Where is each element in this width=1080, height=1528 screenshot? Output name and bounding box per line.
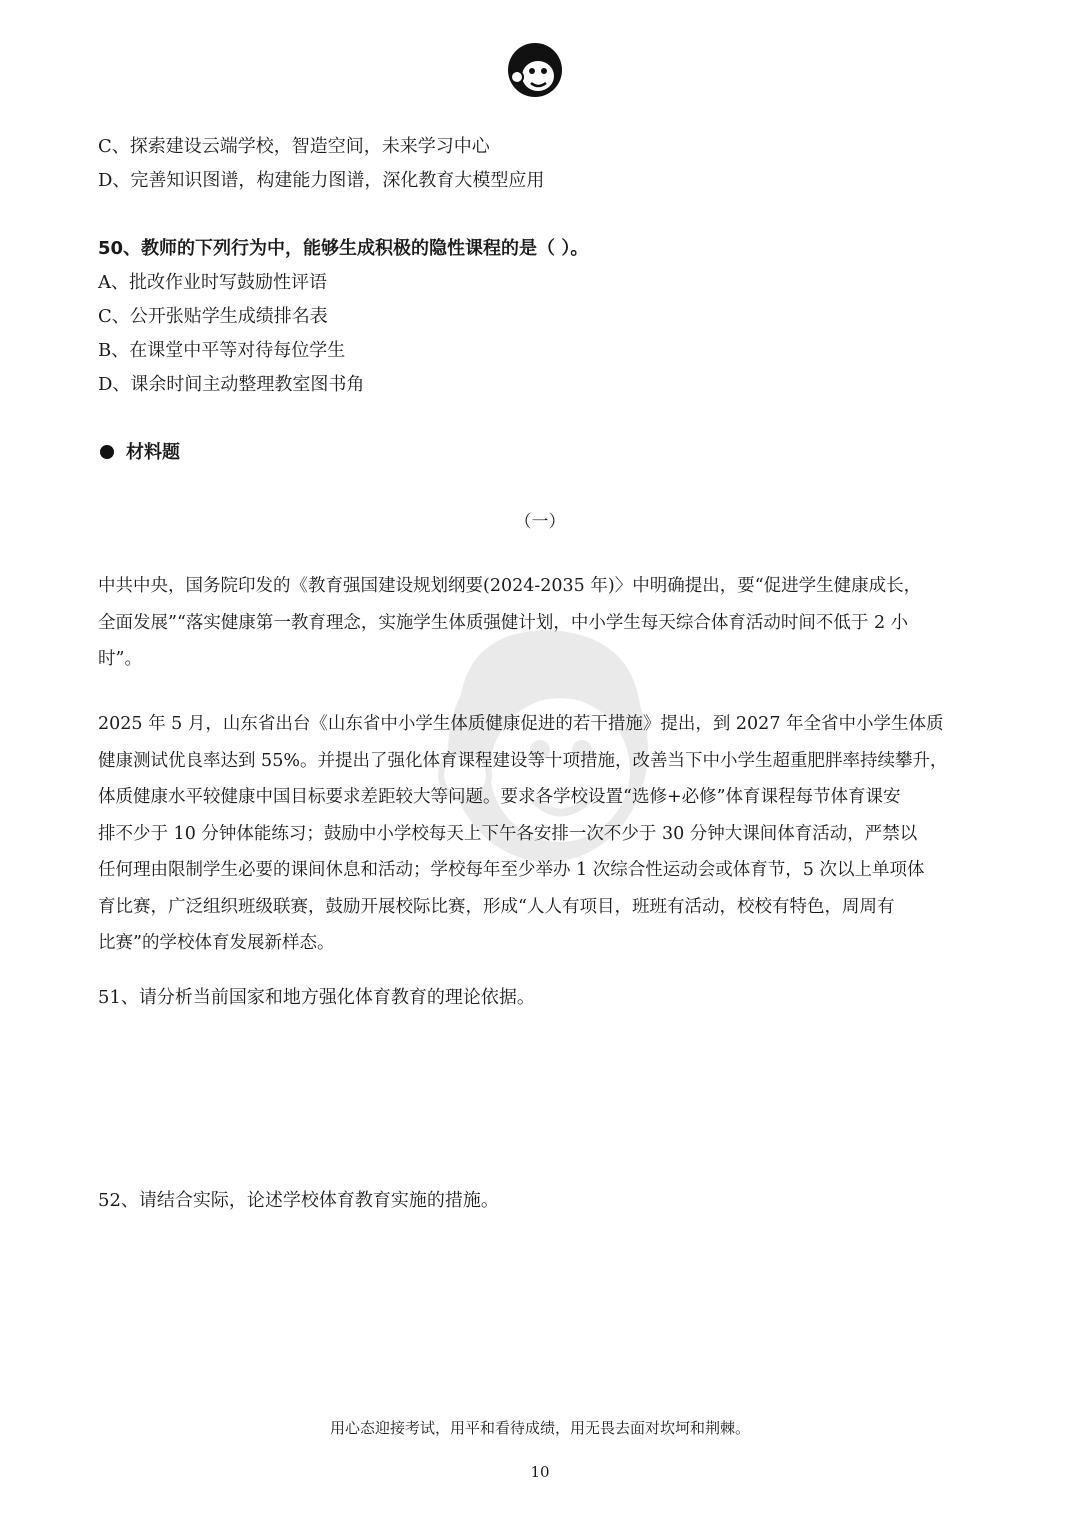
q49-option-c: C、探索建设云端学校，智造空间，未来学习中心 — [98, 136, 490, 157]
paragraph-line: 2025 年 5 月，山东省出台《山东省中小学生体质健康促进的若干措施》提出，到 2027 年全省中小学生体质 — [98, 714, 944, 734]
paragraph-line: 中共中央，国务院印发的《教育强国建设规划纲要(2024-2035 年)〉中明确提出，要“促进学生健康成长， — [98, 576, 922, 596]
paragraph-line: 时”。 — [98, 649, 142, 669]
section-heading — [100, 440, 180, 466]
q51-text: 51、请分析当前国家和地方强化体育教育的理论依据。 — [98, 987, 535, 1008]
paragraph-line: 比赛”的学校体育发展新样态。 — [98, 933, 335, 953]
paragraph-line: 排不少于 10 分钟体能练习；鼓励中小学校每天上下午各安排一次不少于 30 分钟大课间体育活动，严禁以 — [98, 823, 918, 844]
monkey-mascot-logo-icon — [505, 40, 565, 100]
q49-option-d: D、完善知识图谱，构建能力图谱，深化教育大模型应用 — [98, 170, 545, 191]
paragraph-line: 育比赛，广泛组织班级联赛，鼓励开展校际比赛，形成“人人有项目，班班有活动，校校有特色，周周有 — [98, 896, 895, 917]
q50-option-2: C、公开张贴学生成绩排名表 — [98, 306, 328, 327]
material-paragraph-2 — [98, 706, 982, 962]
q50-title: 50、教师的下列行为中，能够生成积极的隐性课程的是（ ）。 — [98, 238, 589, 259]
paragraph-line: 任何理由限制学生必要的课间休息和活动；学校每年至少举办 1 次综合性运动会或体育节，5 次以上单项体 — [98, 860, 925, 880]
paragraph-line: 全面发展”“落实健康第一教育理念，实施学生体质强健计划，中小学生每天综合体育活动时间不低于 2 小 — [98, 612, 909, 633]
paragraph-line: 健康测试优良率达到 55%。并提出了强化体育课程建设等十项措施，改善当下中小学生超重肥胖率持续攀升， — [98, 750, 948, 771]
q50-option-4: D、课余时间主动整理教室图书角 — [98, 374, 365, 395]
material-number: （一） — [514, 512, 566, 532]
bullet-dot-icon — [100, 445, 114, 459]
footer-motto: 用心态迎接考试，用平和看待成绩，用无畏去面对坎坷和荆棘。 — [329, 1419, 750, 1437]
q52-text: 52、请结合实际，论述学校体育教育实施的措施。 — [98, 1190, 499, 1211]
paragraph-line: 体质健康水平较健康中国目标要求差距较大等问题。要求各学校设置“选修+必修”体育课程每节体育课安 — [98, 787, 901, 807]
q50-option-1: A、批改作业时写鼓励性评语 — [98, 272, 327, 293]
q50-option-3: B、在课堂中平等对待每位学生 — [98, 340, 346, 361]
section-label: 材料题 — [126, 442, 180, 463]
page-number: 10 — [530, 1463, 550, 1481]
material-paragraph-1 — [98, 568, 982, 678]
